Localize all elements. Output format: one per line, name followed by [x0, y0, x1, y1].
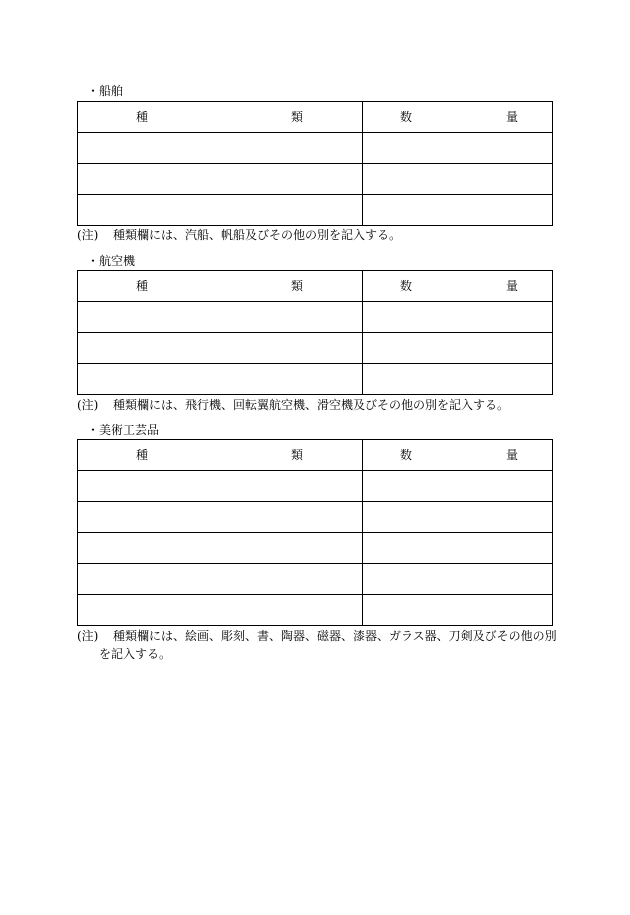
- quantity-header: [363, 440, 553, 471]
- type-header-char-1: 種: [136, 279, 149, 293]
- aircraft-table: [77, 270, 553, 395]
- table-row: [78, 302, 553, 333]
- type-cell[interactable]: [78, 595, 363, 626]
- quantity-header: [363, 271, 553, 302]
- table-row: [78, 502, 553, 533]
- note-text-continued: を記入する。: [99, 647, 172, 661]
- quantity-header-char-1: 数: [400, 279, 413, 293]
- type-header-char-2: 類: [291, 448, 304, 462]
- table-header-row: [78, 271, 553, 302]
- quantity-cell[interactable]: [363, 333, 553, 364]
- type-header: [78, 102, 363, 133]
- table-row: [78, 595, 553, 626]
- note-label: (注): [77, 398, 99, 412]
- quantity-header-char-2: 量: [506, 448, 519, 462]
- quantity-header-char-2: 量: [506, 110, 519, 124]
- quantity-cell[interactable]: [363, 502, 553, 533]
- type-cell[interactable]: [78, 502, 363, 533]
- quantity-cell[interactable]: [363, 595, 553, 626]
- art-note: [77, 627, 557, 663]
- table-header-row: [78, 440, 553, 471]
- type-cell[interactable]: [78, 133, 363, 164]
- table-row: [78, 333, 553, 364]
- type-cell[interactable]: [78, 471, 363, 502]
- note-text: 種類欄には、飛行機、回転翼航空機、滑空機及びその他の別を記入する。: [113, 398, 510, 412]
- quantity-cell[interactable]: [363, 364, 553, 395]
- art-table: [77, 439, 553, 626]
- note-label: (注): [77, 228, 99, 242]
- type-cell[interactable]: [78, 164, 363, 195]
- section-title-art: ・美術工芸品: [87, 423, 160, 437]
- table-row: [78, 364, 553, 395]
- table-row: [78, 471, 553, 502]
- table-row: [78, 164, 553, 195]
- type-header-char-1: 種: [136, 448, 149, 462]
- quantity-cell[interactable]: [363, 533, 553, 564]
- section-title-aircraft: ・航空機: [87, 254, 136, 268]
- type-cell[interactable]: [78, 564, 363, 595]
- note-label: (注): [77, 629, 99, 643]
- quantity-cell[interactable]: [363, 164, 553, 195]
- quantity-cell[interactable]: [363, 471, 553, 502]
- type-cell[interactable]: [78, 333, 363, 364]
- type-cell[interactable]: [78, 195, 363, 226]
- table-row: [78, 564, 553, 595]
- quantity-cell[interactable]: [363, 302, 553, 333]
- table-row: [78, 533, 553, 564]
- quantity-header-char-2: 量: [506, 279, 519, 293]
- table-row: [78, 195, 553, 226]
- quantity-cell[interactable]: [363, 195, 553, 226]
- type-cell[interactable]: [78, 302, 363, 333]
- quantity-cell[interactable]: [363, 564, 553, 595]
- table-header-row: [78, 102, 553, 133]
- quantity-header: [363, 102, 553, 133]
- quantity-header-char-1: 数: [400, 110, 413, 124]
- table-row: [78, 133, 553, 164]
- note-text: 種類欄には、汽船、帆船及びその他の別を記入する。: [113, 228, 402, 242]
- aircraft-note: [77, 396, 557, 414]
- note-text: 種類欄には、絵画、彫刻、書、陶器、磁器、漆器、ガラス器、刀剣及びその他の別: [113, 629, 557, 643]
- type-header-char-1: 種: [136, 110, 149, 124]
- type-header-char-2: 類: [291, 279, 304, 293]
- type-header: [78, 440, 363, 471]
- quantity-cell[interactable]: [363, 133, 553, 164]
- type-cell[interactable]: [78, 364, 363, 395]
- type-header-char-2: 類: [291, 110, 304, 124]
- section-title-ship: ・船舶: [87, 84, 124, 98]
- ship-table: [77, 101, 553, 226]
- ship-note: [77, 226, 557, 244]
- type-cell[interactable]: [78, 533, 363, 564]
- type-header: [78, 271, 363, 302]
- quantity-header-char-1: 数: [400, 448, 413, 462]
